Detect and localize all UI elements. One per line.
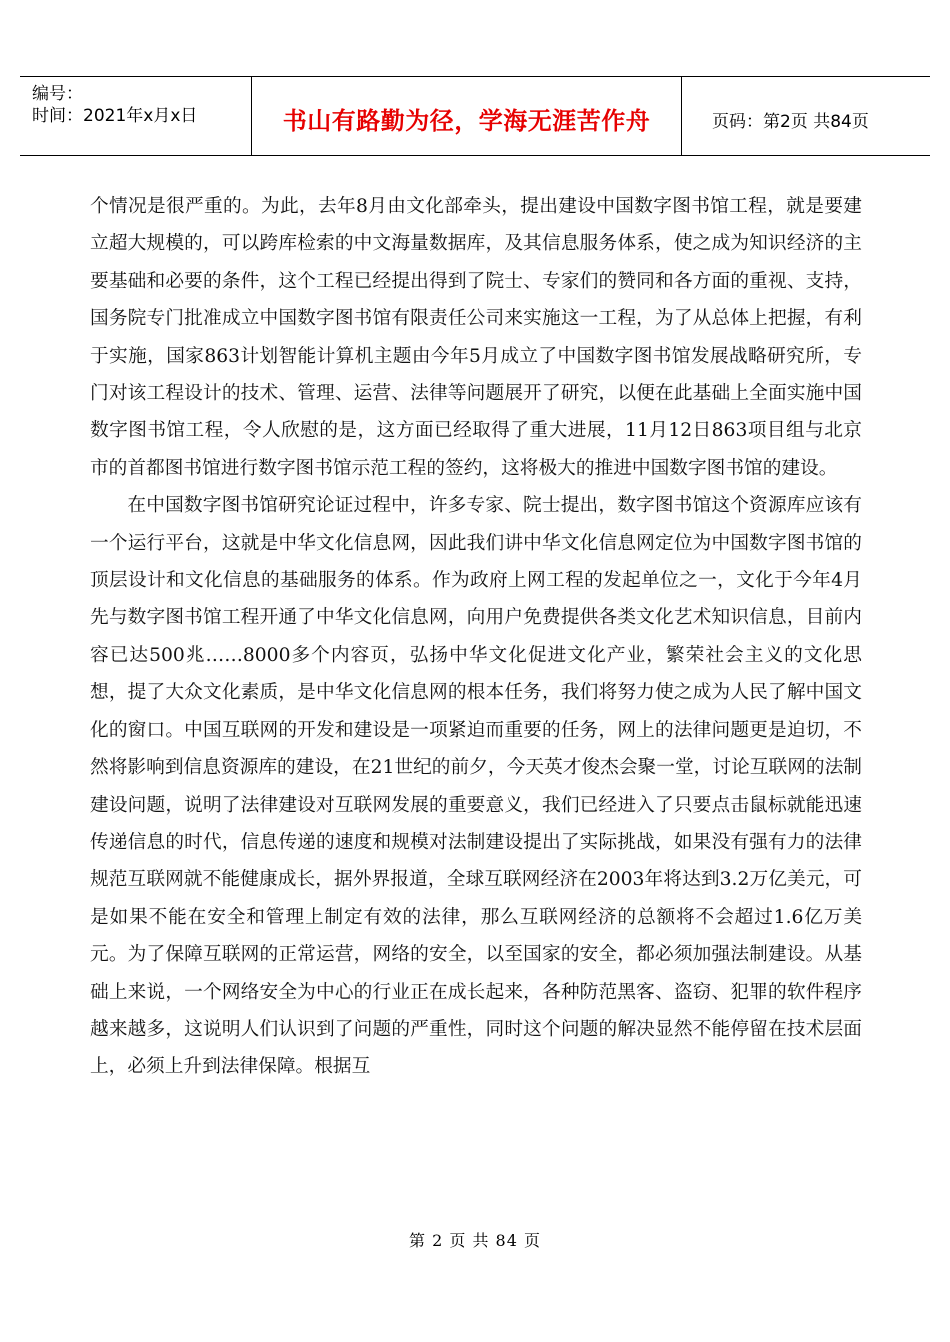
header-page-info: 页码：第2页 共84页 [712,112,869,132]
page-footer: 第 2 页 共 84 页 [409,1231,541,1250]
document-body [90,188,862,1086]
body-paragraph: 在中国数字图书馆研究论证过程中，许多专家、院士提出，数字图书馆这个资源库应该有一个运行平台，这就是中华文化信息网，因此我们讲中华文化信息网定位为中国数字图书馆的顶层设计和文化信息的基础服务的体系。作为政府上网工程的发起单位之一，文化于今年4月先与数字图书馆工程开通了中华文化信息网，向用户免费提供各类文化艺术知识信息，目前内容已达500兆……8000多个内容页，弘扬中华文化促进文化产业，繁荣社会主义的文化思想，提了大众文化素质，是中华文化信息网的根本任务，我们将努力使之成为人民了解中国文化的窗口。中国互联网的开发和建设是一项紧迫而重要的任务，网上的法律问题更是迫切，不然将影响到信息资源库的建设，在21世纪的前夕，今天英才俊杰会聚一堂，讨论互联网的法制建设问题，说明了法律建设对互联网发展的重要意义，我们已经进入了只要点击鼠标就能迅速传递信息的时代，信息传递的速度和规模对法制建设提出了实际挑战，如果没有强有力的法律规范互联网就不能健康成长，据外界报道，全球互联网经济在2003年将达到3.2万亿美元，可是如果不能在安全和管理上制定有效的法律，那么互联网经济的总额将不会超过1.6亿万美元。为了保障互联网的正常运营，网络的安全，以至国家的安全，都必须加强法制建设。从基础上来说，一个网络安全为中心的行业正在成长起来，各种防范黑客、盗窃、犯罪的软件程序越来越多，这说明人们认识到了问题的严重性，同时这个问题的解决显然不能停留在技术层面上，必须上升到法律保障。根据互 [90,495,862,1078]
document-number-label: 编号： [32,84,83,104]
document-date: 时间：2021年x月x日 [32,106,198,126]
body-paragraph: 个情况是很严重的。为此，去年8月由文化部牵头，提出建设中国数字图书馆工程，就是要建立超大规模的，可以跨库检索的中文海量数据库，及其信息服务体系，使之成为知识经济的主要基础和必要的条件，这个工程已经提出得到了院士、专家们的赞同和各方面的重视、支持，国务院专门批准成立中国数字图书馆有限责任公司来实施这一工程，为了从总体上把握，有利于实施，国家863计划智能计算机主题由今年5月成立了中国数字图书馆发展战略研究所，专门对该工程设计的技术、管理、运营、法律等问题展开了研究，以便在此基础上全面实施中国数字图书馆工程，令人欣慰的是，这方面已经取得了重大进展，11月12日863项目组与北京市的首都图书馆进行数字图书馆示范工程的签约，这将极大的推进中国数字图书馆的建设。 [90,196,862,479]
header-motto: 书山有路勤为径，学海无涯苦作舟 [282,107,651,135]
page-header [20,76,930,156]
header-page-cell [682,77,930,155]
header-meta-cell [20,77,252,155]
header-motto-cell [252,77,682,155]
